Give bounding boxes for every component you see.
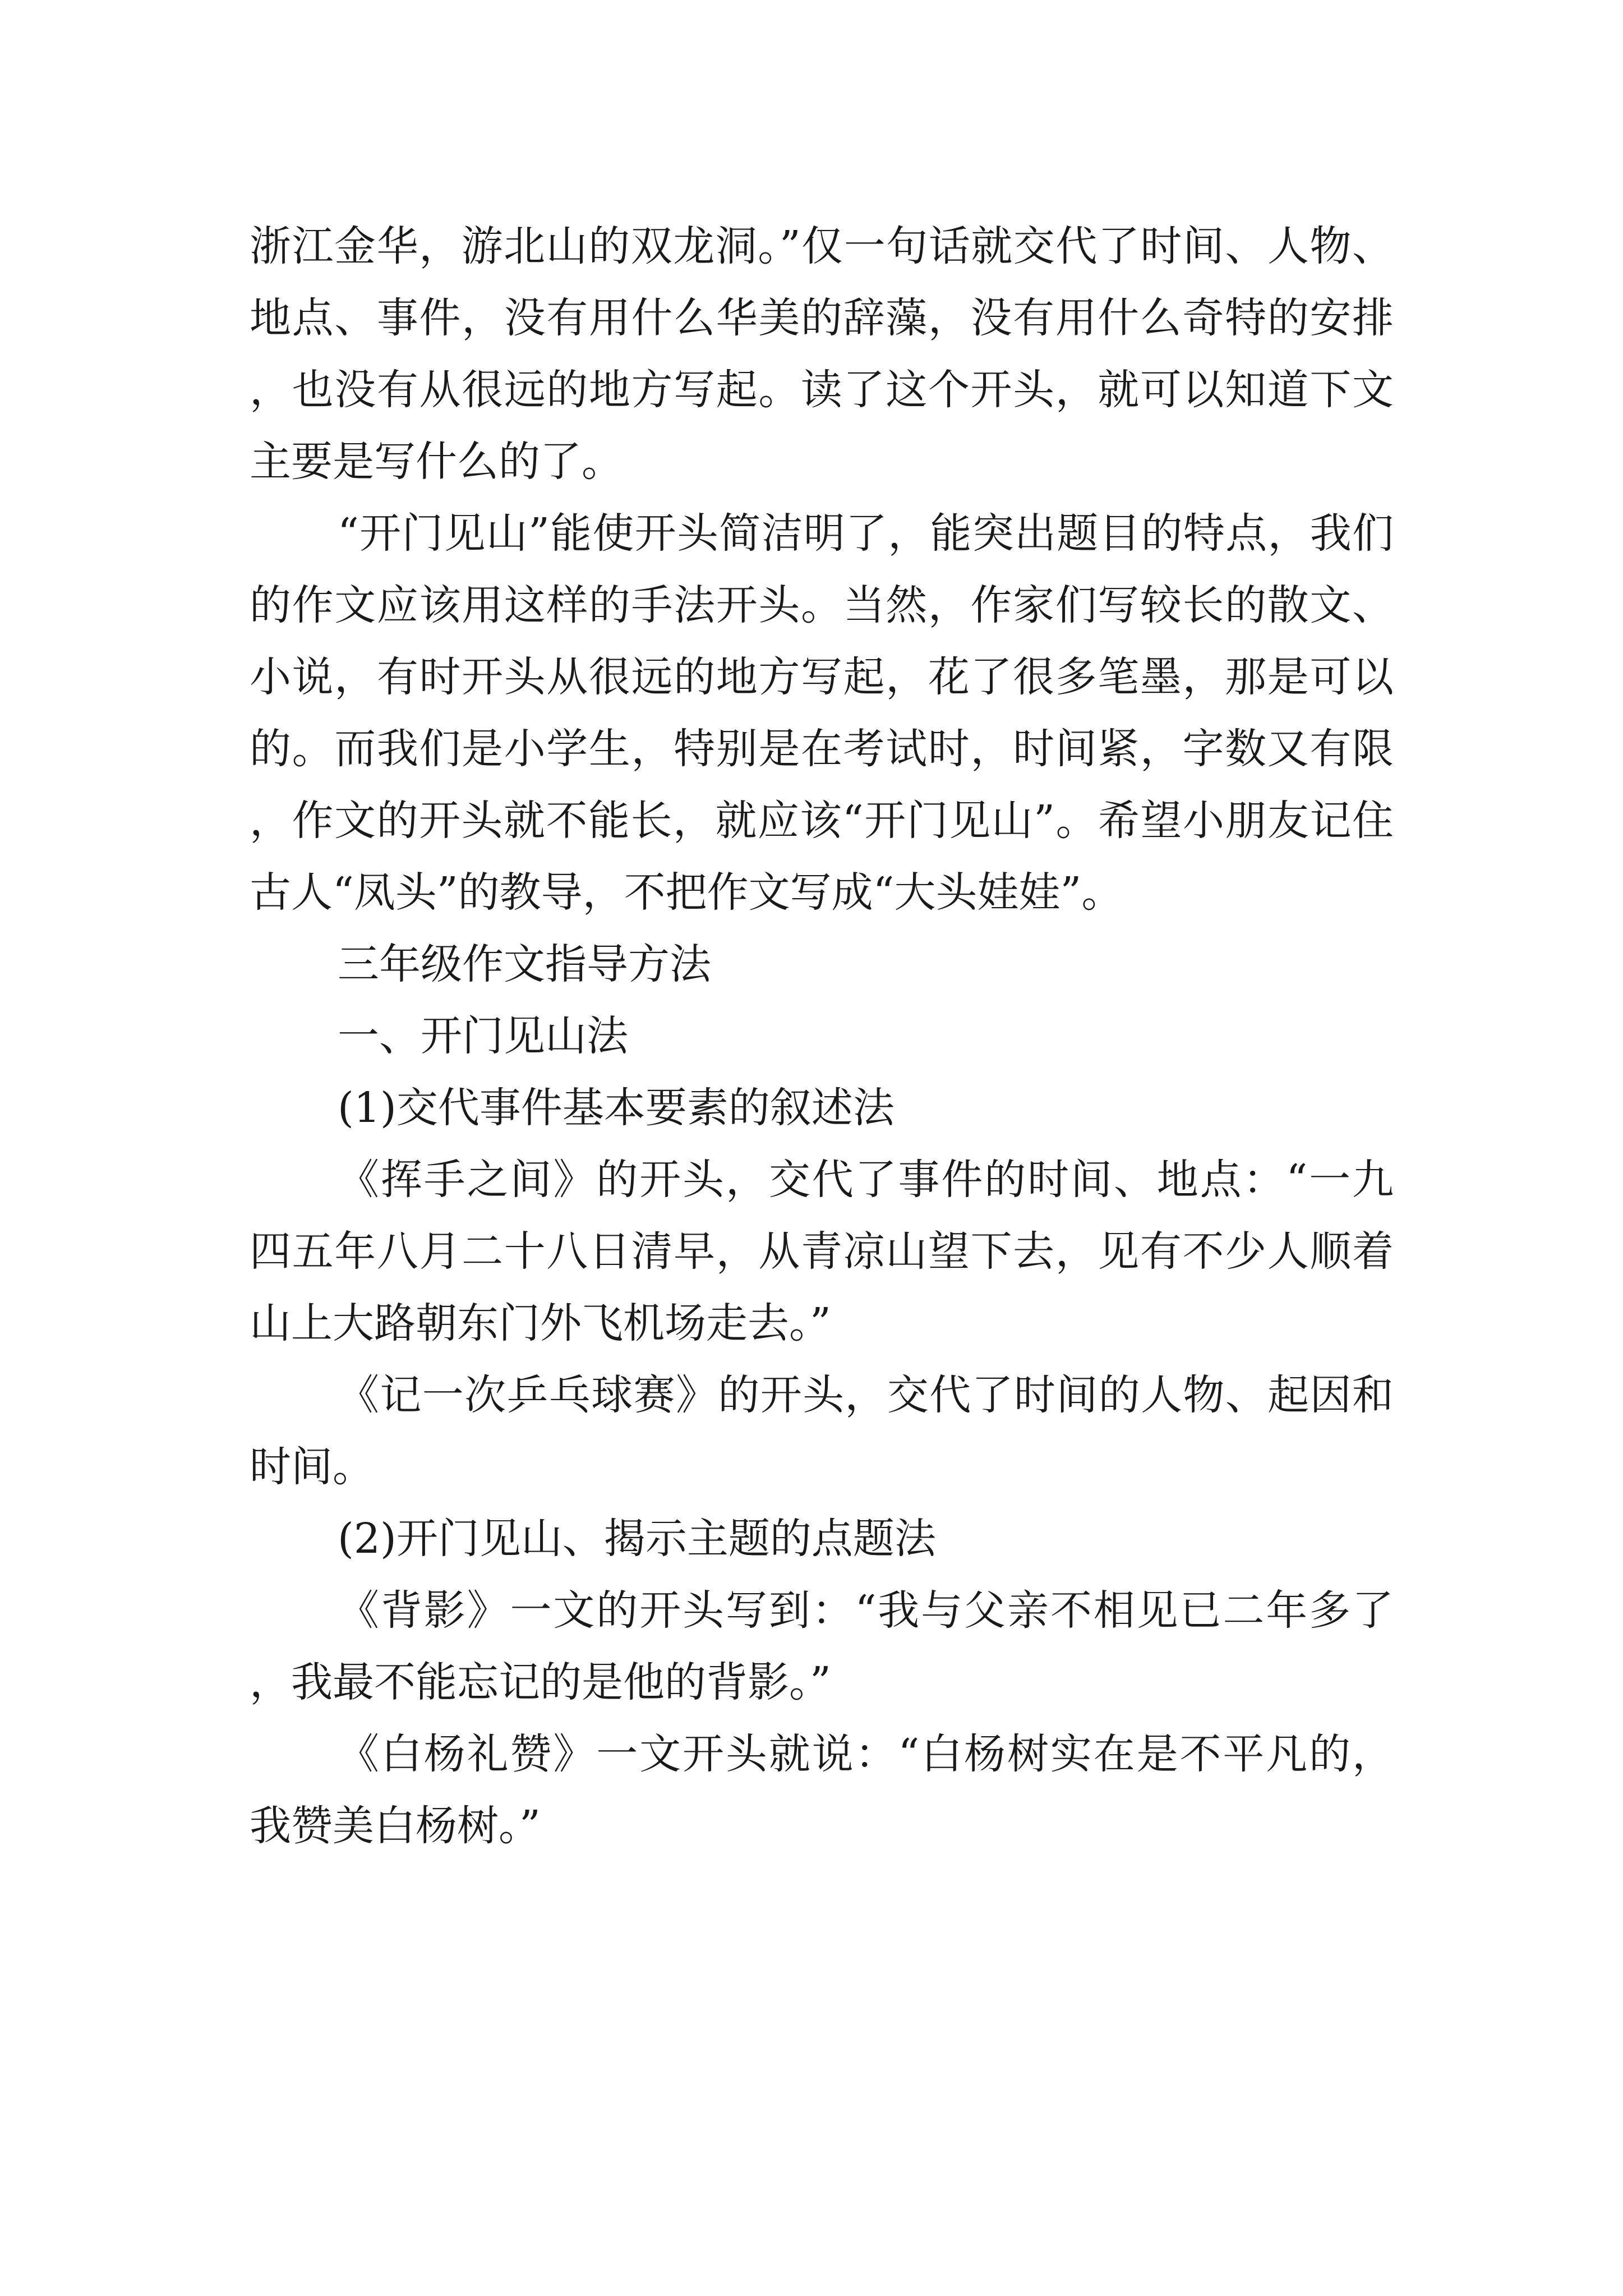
paragraph-example-baiyang: 《白杨礼赞》一文开头就说：“白杨树实在是不平凡的，我赞美白杨树。” [250, 1730, 1394, 1850]
subsection-item-1: (1)交代事件基本要素的叙述法 [338, 1084, 895, 1132]
paragraph-kaimen-jianshan: “开门见山”能使开头简洁明了，能突出题目的特点，我们的作文应该用这样的手法开头。当然，作家们写较长的散文、小说，有时开头从很远的地方写起，花了很多笔墨，那是可以的。而我们是小学生，特别是在考试时，时间紧，字数又有限，作文的开头就不能长，就应该“开门见山”。希望小朋友记住古人“凤头”的教导，不把作文写成“大头娃娃”。 [250, 509, 1394, 917]
paragraph-example-pingpang: 《记一次乒乓球赛》的开头，交代了时间的人物、起因和时间。 [250, 1371, 1394, 1491]
paragraph-example-beiying: 《背影》一文的开头写到：“我与父亲不相见已二年多了，我最不能忘记的是他的背影。” [250, 1586, 1394, 1706]
paragraph-continuation: 浙江金华，游北山的双龙洞。”仅一句话就交代了时间、人物、地点、事件，没有用什么华美的辞藻，没有用什么奇特的安排，也没有从很远的地方写起。读了这个开头，就可以知道下文主要是写什么的了。 [250, 222, 1394, 486]
subsection-heading-1: 一、开门见山法 [338, 1012, 628, 1060]
section-heading: 三年级作文指导方法 [338, 940, 711, 988]
body-text [250, 210, 1394, 1862]
paragraph-example-huishou: 《挥手之间》的开头，交代了事件的时间、地点：“一九四五年八月二十八日清早，从青凉山望下去，见有不少人顺着山上大路朝东门外飞机场走去。” [250, 1156, 1394, 1347]
subsection-item-2: (2)开门见山、揭示主题的点题法 [338, 1515, 936, 1563]
